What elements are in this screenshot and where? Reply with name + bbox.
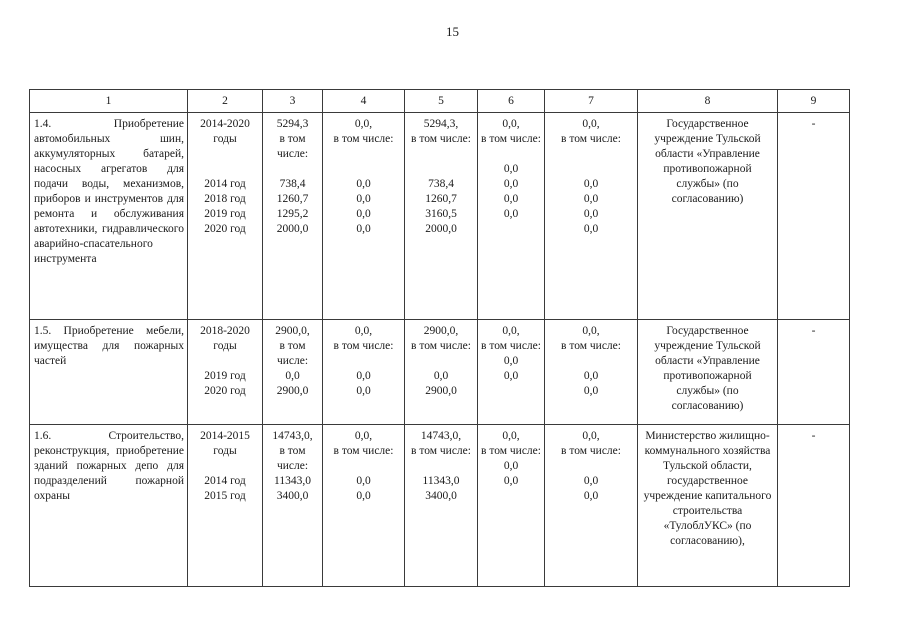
period: 2014-2015 годы — [200, 430, 250, 457]
year-label: 2020 год — [204, 385, 246, 397]
year-value: 0,0 — [285, 370, 300, 382]
year-value: 0,0 — [356, 223, 371, 235]
year-value: 0,0 — [356, 490, 371, 502]
column-number: 2 — [188, 90, 263, 113]
year-label: 2014 год — [204, 178, 246, 190]
col4-cell — [323, 425, 405, 587]
executor: Государственное учреждение Тульской области «Управление противопожарной службы» (по согласованию) — [638, 113, 778, 320]
col9-value: - — [778, 320, 850, 425]
subtotal-label: в том числе: — [333, 133, 394, 145]
subtotal-label: в том числе: — [276, 133, 309, 160]
total-cell — [263, 320, 323, 425]
year-value: 1260,7 — [425, 193, 457, 205]
subtotal-label: в том числе: — [333, 340, 394, 352]
col9-value: - — [778, 425, 850, 587]
year-value: 0,0 — [583, 193, 599, 205]
col4-cell — [323, 113, 405, 320]
period-cell — [188, 320, 263, 425]
subtotal-label: в том числе: — [276, 445, 309, 472]
col5-value: 5294,3, — [423, 118, 459, 130]
col7-value: 0,0, — [582, 430, 600, 442]
subtotal-label: в том числе: — [411, 445, 471, 457]
subtotal-label: в том числе: — [561, 133, 621, 145]
period-cell — [188, 425, 263, 587]
year-value: 738,4 — [279, 178, 306, 190]
year-value: 0,0 — [433, 370, 449, 382]
period: 2014-2020 годы — [200, 118, 250, 145]
executor: Министерство жилищно-коммунального хозяйства Тульской области, государственное учреждение капитального строительства «ТулоблУКС» (по согласованию), — [638, 425, 778, 587]
total-value: 14743,0, — [272, 430, 313, 442]
column-number: 8 — [638, 90, 778, 113]
col4-value: 0,0, — [354, 325, 373, 337]
measure-name: 1.5. Приобретение мебели, имущества для пожарных частей — [30, 320, 188, 425]
col7-cell — [545, 113, 638, 320]
column-number: 6 — [478, 90, 545, 113]
year-value: 2000,0 — [276, 223, 309, 235]
year-label: 2015 год — [204, 490, 246, 502]
measure-name: 1.6. Строительство, реконструкция, приобретение зданий пожарных депо для подразделений пожарной охраны — [30, 425, 188, 587]
col7-value: 0,0, — [582, 325, 600, 337]
col5-cell — [405, 425, 478, 587]
year-value: 0,0 — [503, 163, 519, 175]
column-number: 7 — [545, 90, 638, 113]
measure-name: 1.4. Приобретение автомобильных шин, аккумуляторных батарей, насосных агрегатов для подачи воды, механизмов, приборов и инструментов для ремонта и обслуживания автотехники, гидравлического аварийно-спасательного инструмента — [30, 113, 188, 320]
period-cell — [188, 113, 263, 320]
year-value: 0,0 — [356, 475, 371, 487]
col5-cell — [405, 113, 478, 320]
year-label: 2019 год — [204, 370, 246, 382]
year-value: 0,0 — [503, 193, 519, 205]
year-value: 0,0 — [583, 208, 599, 220]
table-row — [30, 320, 850, 425]
total-value: 2900,0, — [275, 325, 310, 337]
year-value: 0,0 — [583, 385, 599, 397]
col5-cell — [405, 320, 478, 425]
year-value: 0,0 — [356, 385, 371, 397]
year-value: 0,0 — [503, 178, 519, 190]
col6-cell — [478, 113, 545, 320]
year-label: 2018 год — [204, 193, 246, 205]
year-value: 0,0 — [583, 475, 599, 487]
column-number: 9 — [778, 90, 850, 113]
year-value: 0,0 — [356, 193, 371, 205]
col6-value: 0,0, — [502, 325, 520, 337]
col6-cell — [478, 320, 545, 425]
executor: Государственное учреждение Тульской области «Управление противопожарной службы» (по согласованию) — [638, 320, 778, 425]
col4-value: 0,0, — [354, 118, 373, 130]
year-label: 2014 год — [204, 475, 246, 487]
year-value: 0,0 — [583, 223, 599, 235]
column-number-row — [30, 90, 850, 113]
year-value: 0,0 — [503, 475, 519, 487]
col7-cell — [545, 425, 638, 587]
year-value: 0,0 — [356, 370, 371, 382]
column-number: 1 — [30, 90, 188, 113]
year-value: 1260,7 — [276, 193, 309, 205]
subtotal-label: в том числе: — [333, 445, 394, 457]
year-value: 0,0 — [356, 208, 371, 220]
subtotal-label: в том числе: — [411, 133, 471, 145]
subtotal-label: в том числе: — [481, 340, 541, 352]
year-value: 11343,0 — [422, 475, 460, 487]
period: 2018-2020 годы — [200, 325, 250, 352]
year-value: 3400,0 — [425, 490, 457, 502]
year-value: 3400,0 — [276, 490, 309, 502]
col4-cell — [323, 320, 405, 425]
total-cell — [263, 113, 323, 320]
col6-value: 0,0, — [502, 430, 520, 442]
subtotal-label: в том числе: — [481, 133, 541, 145]
column-number: 4 — [323, 90, 405, 113]
year-value: 2900,0 — [425, 385, 457, 397]
total-cell — [263, 425, 323, 587]
year-value: 0,0 — [503, 460, 519, 472]
year-value: 738,4 — [428, 178, 454, 190]
page-number: 15 — [446, 24, 459, 39]
col7-value: 0,0, — [582, 118, 600, 130]
year-value: 2900,0 — [276, 385, 309, 397]
col6-value: 0,0, — [502, 118, 520, 130]
col9-value: - — [778, 113, 850, 320]
subtotal-label: в том числе: — [561, 445, 621, 457]
col4-value: 0,0, — [354, 430, 373, 442]
year-value: 1295,2 — [276, 208, 309, 220]
subtotal-label: в том числе: — [561, 340, 621, 352]
year-label: 2020 год — [204, 223, 246, 235]
col5-value: 14743,0, — [420, 430, 462, 442]
col5-value: 2900,0, — [423, 325, 459, 337]
col7-cell — [545, 320, 638, 425]
year-value: 3160,5 — [425, 208, 457, 220]
year-value: 0,0 — [583, 178, 599, 190]
subtotal-label: в том числе: — [276, 340, 309, 367]
year-value: 0,0 — [583, 370, 599, 382]
program-table — [29, 89, 850, 587]
col6-cell — [478, 425, 545, 587]
year-value: 0,0 — [503, 208, 519, 220]
year-value: 0,0 — [503, 355, 519, 367]
year-value: 0,0 — [583, 490, 599, 502]
year-value: 0,0 — [503, 370, 519, 382]
year-value: 11343,0 — [274, 475, 311, 487]
year-label: 2019 год — [204, 208, 246, 220]
table-row — [30, 425, 850, 587]
year-value: 0,0 — [356, 178, 371, 190]
total-value: 5294,3 — [276, 118, 309, 130]
subtotal-label: в том числе: — [481, 445, 541, 457]
year-value: 2000,0 — [425, 223, 457, 235]
column-number: 3 — [263, 90, 323, 113]
column-number: 5 — [405, 90, 478, 113]
table-row — [30, 113, 850, 320]
subtotal-label: в том числе: — [411, 340, 471, 352]
